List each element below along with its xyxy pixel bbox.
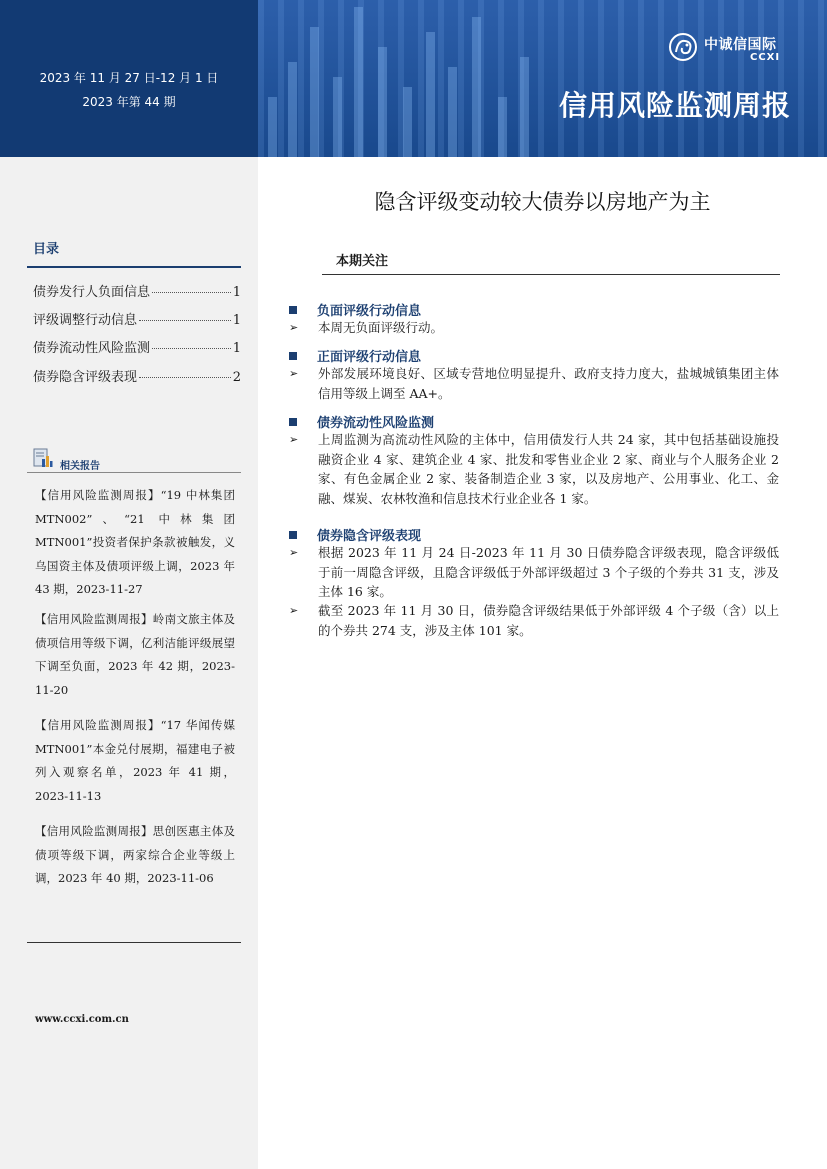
date-range: 2023 年 11 月 27 日-12 月 1 日 <box>39 71 219 85</box>
toc-item-page: 1 <box>232 313 241 328</box>
section-heading-text: 负面评级行动信息 <box>317 304 422 319</box>
section-heading-text: 债券流动性风险监测 <box>317 416 435 431</box>
bullet-text: 外部发展环境良好、区域专营地位明显提升、政府支持力度大，盐城城镇集团主体信用等级上调至 AA+。 <box>318 366 779 401</box>
header-decoration <box>258 0 558 157</box>
toc-divider <box>27 266 241 268</box>
section-heading <box>289 525 421 544</box>
section-heading <box>289 412 434 431</box>
section-heading-text: 债券隐含评级表现 <box>317 529 422 544</box>
header-banner <box>0 0 827 157</box>
square-bullet-icon <box>289 306 297 314</box>
toc-item-page: 1 <box>232 285 241 300</box>
bullet-item <box>289 601 779 640</box>
bullet-text: 本周无负面评级行动。 <box>318 320 444 335</box>
toc-dot-leader <box>152 292 231 293</box>
toc-dot-leader <box>152 348 231 349</box>
arrow-bullet-icon: ➢ <box>289 433 299 446</box>
bullet-text: 截至 2023 年 11 月 30 日，债券隐含评级结果低于外部评级 4 个子级（含）以上的个券共 274 支，涉及主体 101 家。 <box>318 603 779 638</box>
bullet-item <box>289 318 779 338</box>
website-link[interactable]: www.ccxi.com.cn <box>35 1014 129 1025</box>
toc-dot-leader <box>139 320 231 321</box>
page-title: 隐含评级变动较大债券以房地产为主 <box>374 190 711 214</box>
focus-divider <box>322 274 780 275</box>
toc-item[interactable] <box>33 281 241 300</box>
issue-number: 2023 年第 44 期 <box>82 95 176 109</box>
toc-item[interactable] <box>33 337 241 356</box>
square-bullet-icon <box>289 418 297 426</box>
toc-item-page: 1 <box>232 341 241 356</box>
document-chart-icon <box>33 448 53 470</box>
bullet-text: 上周监测为高流动性风险的主体中，信用债发行人共 24 家，其中包括基础设施投融资企业 4 家、建筑企业 4 家、批发和零售业企业 2 家、商业与个人服务企业 2 家、有色金属企业 2 家、装备制造企业 3 家，以及房地产、公用事业、化工、金融、煤炭、农林牧渔和信息技术行业企业各 1 家。 <box>318 432 779 506</box>
square-bullet-icon <box>289 531 297 539</box>
elephant-logo-icon <box>668 32 698 62</box>
section-heading <box>289 300 421 319</box>
bullet-item <box>289 543 779 602</box>
ccxi-logo <box>668 30 798 68</box>
related-report-item[interactable]: 【信用风险监测周报】“17 华闻传媒 MTN001”本金兑付展期，福建电子被列入观察名单，2023 年 41 期，2023-11-13 <box>35 718 235 803</box>
arrow-bullet-icon: ➢ <box>289 604 299 617</box>
square-bullet-icon <box>289 352 297 360</box>
related-reports-title: 相关报告 <box>60 461 100 472</box>
focus-label: 本期关注 <box>336 254 389 269</box>
related-divider <box>27 472 241 473</box>
toc-item[interactable] <box>33 309 241 328</box>
toc-item-label: 债券流动性风险监测 <box>33 341 151 356</box>
toc-item-label: 债券发行人负面信息 <box>33 285 151 300</box>
section-heading <box>289 346 421 365</box>
arrow-bullet-icon: ➢ <box>289 546 299 559</box>
toc-dot-leader <box>139 377 231 378</box>
bullet-text: 根据 2023 年 11 月 24 日-2023 年 11 月 30 日债券隐含评级表现，隐含评级低于前一周隐含评级，且隐含评级低于外部评级超过 3 个子级的个券共 31 支，涉及主体 16 家。 <box>318 545 779 599</box>
related-report-item[interactable]: 【信用风险监测周报】“19 中林集团 MTN002”、“21 中林集团 MTN001”投资者保护条款被触发，义乌国资主体及债项评级上调，2023 年 43 期，2023-11-27 <box>35 488 235 596</box>
related-report-item[interactable]: 【信用风险监测周报】思创医惠主体及债项等级下调，两家综合企业等级上调，2023 年 40 期，2023-11-06 <box>35 824 235 885</box>
logo-text-en: CCXI <box>750 52 781 63</box>
bullet-item <box>289 364 779 403</box>
section-heading-text: 正面评级行动信息 <box>317 350 422 365</box>
toc-title: 目录 <box>33 242 60 257</box>
logo-text-cn: 中诚信国际 <box>704 37 777 53</box>
report-name: 信用风险监测周报 <box>558 89 791 122</box>
related-report-item[interactable]: 【信用风险监测周报】岭南文旅主体及债项信用等级下调，亿利洁能评级展望下调至负面，2023 年 42 期，2023-11-20 <box>35 612 235 697</box>
arrow-bullet-icon: ➢ <box>289 367 299 380</box>
toc-item-page: 2 <box>232 370 241 385</box>
toc-item-label: 债券隐含评级表现 <box>33 370 138 385</box>
arrow-bullet-icon: ➢ <box>289 321 299 334</box>
sidebar-bottom-divider <box>27 942 241 943</box>
bullet-item <box>289 430 779 508</box>
toc-item-label: 评级调整行动信息 <box>33 313 138 328</box>
toc-item[interactable] <box>33 366 241 385</box>
